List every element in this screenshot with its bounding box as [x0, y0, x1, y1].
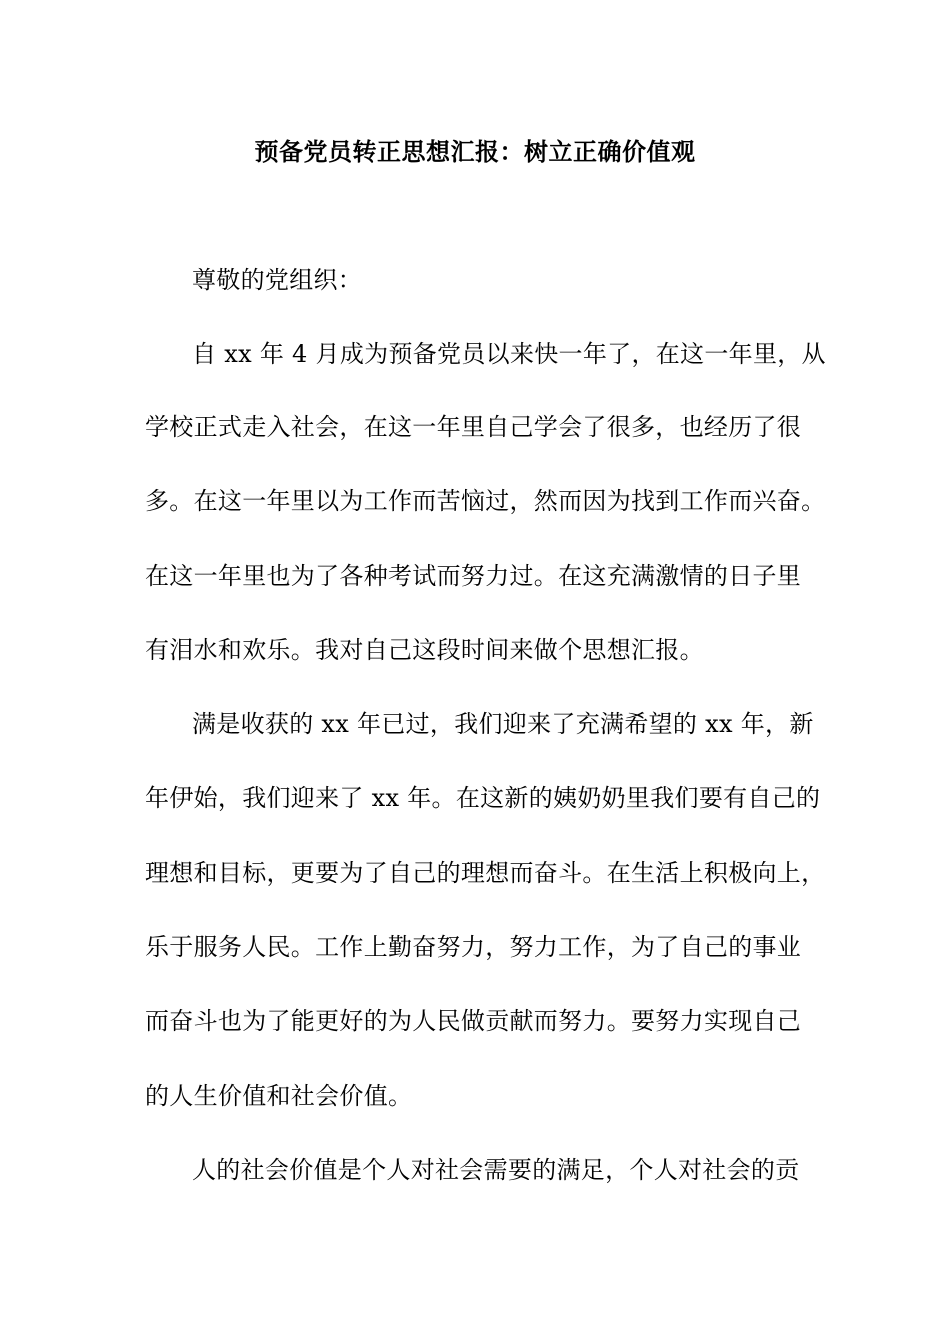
paragraph-line: 自 xx 年 4 月成为预备党员以来快一年了，在这一年里，从 — [192, 340, 826, 368]
paragraph-line: 学校正式走入社会，在这一年里自己学会了很多，也经历了很 — [145, 413, 802, 441]
paragraph-line: 的人生价值和社会价值。 — [145, 1082, 413, 1110]
salutation: 尊敬的党组织： — [192, 266, 363, 294]
paragraph-line: 年伊始，我们迎来了 xx 年。在这新的姨奶奶里我们要有自己的 — [145, 784, 821, 812]
document-title: 预备党员转正思想汇报：树立正确价值观 — [254, 137, 696, 166]
paragraph-line: 多。在这一年里以为工作而苦恼过，然而因为找到工作而兴奋。 — [145, 487, 826, 515]
paragraph-line: 理想和目标，更要为了自己的理想而奋斗。在生活上积极向上， — [145, 859, 826, 887]
paragraph-line: 在这一年里也为了各种考试而努力过。在这充满激情的日子里 — [145, 562, 802, 590]
paragraph-line: 有泪水和欢乐。我对自己这段时间来做个思想汇报。 — [145, 636, 704, 664]
paragraph-line: 乐于服务人民。工作上勤奋努力，努力工作，为了自己的事业 — [145, 933, 802, 961]
paragraph-line: 人的社会价值是个人对社会需要的满足，个人对社会的贡 — [192, 1156, 800, 1184]
paragraph-line: 而奋斗也为了能更好的为人民做贡献而努力。要努力实现自己 — [145, 1007, 802, 1035]
paragraph-line: 满是收获的 xx 年已过，我们迎来了充满希望的 xx 年，新 — [192, 710, 814, 738]
